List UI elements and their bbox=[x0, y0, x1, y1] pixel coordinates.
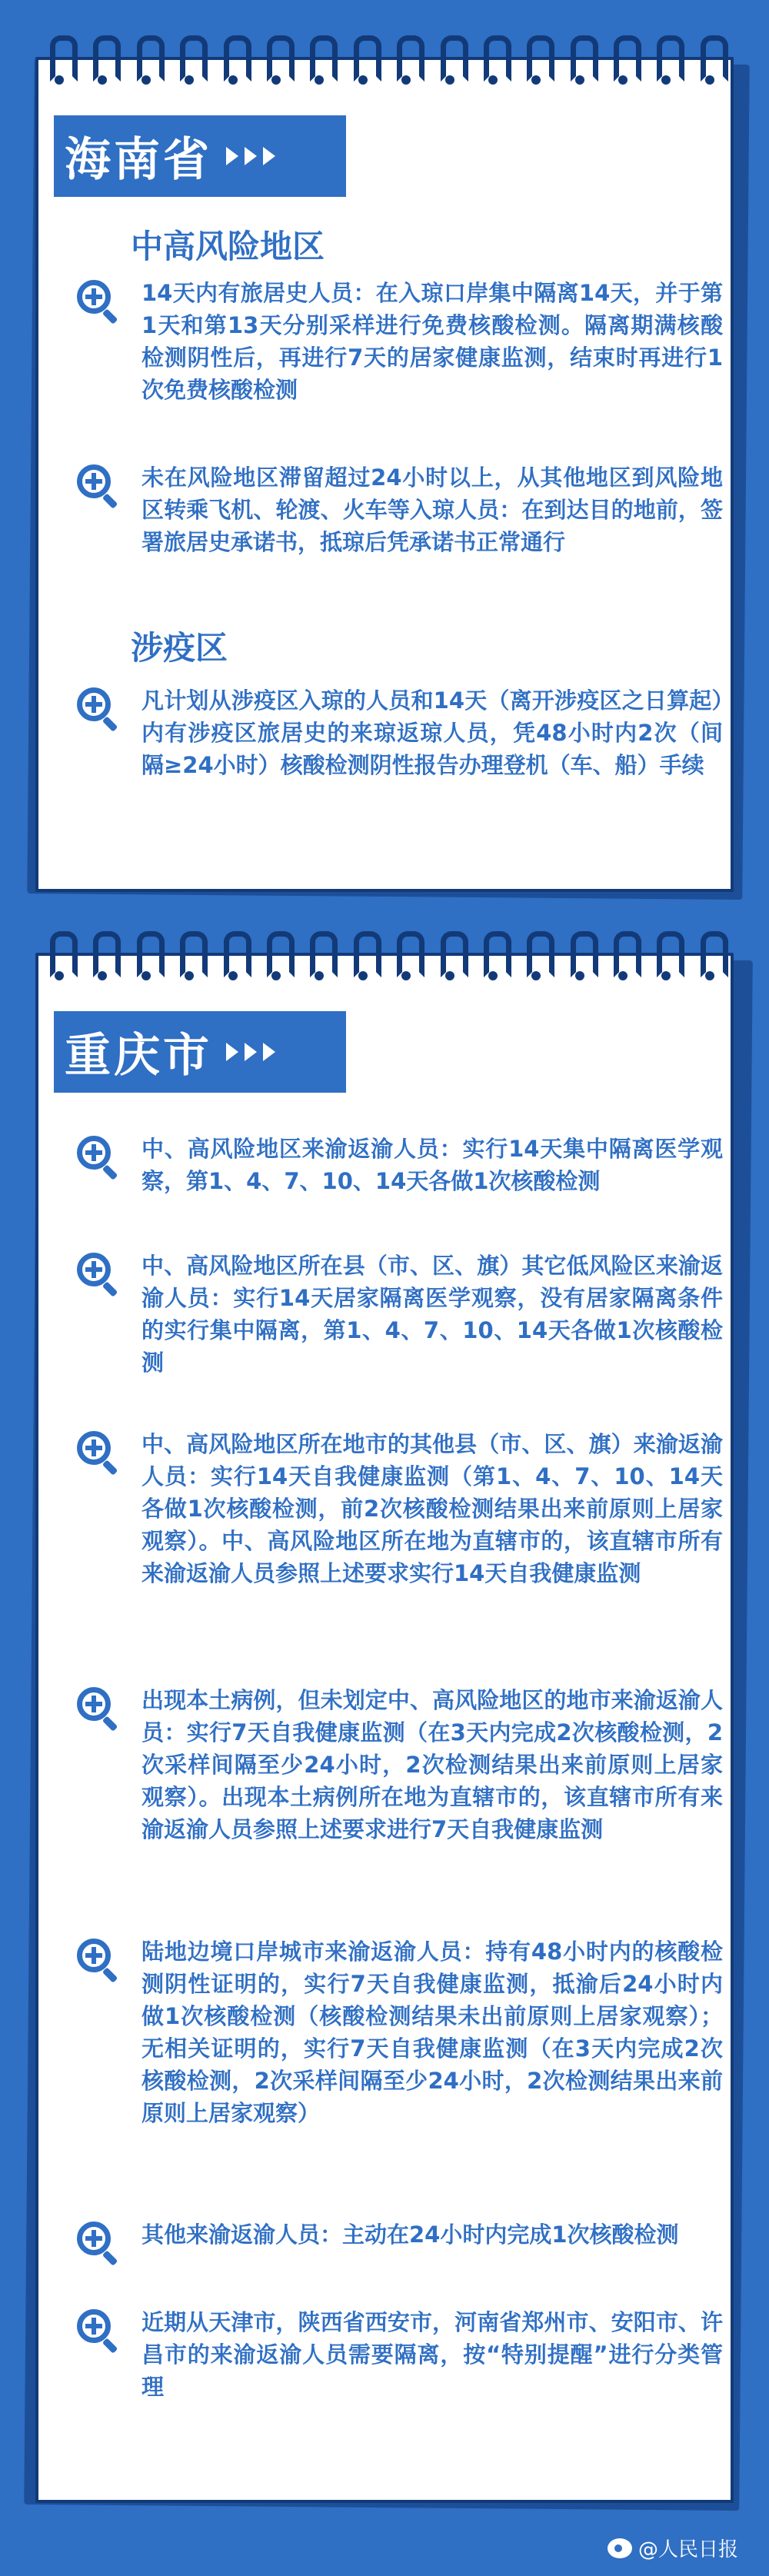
hainan-card bbox=[0, 31, 769, 892]
ring-icon bbox=[133, 927, 159, 987]
ring-icon bbox=[263, 31, 289, 91]
ring-icon bbox=[567, 927, 593, 987]
ring-icon bbox=[523, 927, 549, 987]
ring-icon bbox=[523, 31, 549, 91]
chongqing-card bbox=[0, 927, 769, 2503]
zoom-in-icon bbox=[75, 686, 120, 731]
list-item bbox=[75, 461, 723, 558]
ring-icon bbox=[653, 927, 679, 987]
section-title: 重庆市 bbox=[65, 1029, 212, 1083]
arrows-icon bbox=[226, 147, 281, 165]
ring-icon bbox=[437, 31, 463, 91]
ring-icon bbox=[610, 927, 636, 987]
ring-icon bbox=[480, 927, 506, 987]
section-title: 海南省 bbox=[65, 133, 212, 187]
zoom-in-icon bbox=[75, 1937, 120, 1982]
source-credit bbox=[608, 2534, 738, 2562]
list-item bbox=[75, 277, 723, 406]
ring-icon bbox=[263, 927, 289, 987]
zoom-in-icon bbox=[75, 2220, 120, 2265]
ring-icon bbox=[133, 31, 159, 91]
zoom-in-icon bbox=[75, 278, 120, 323]
zoom-in-icon bbox=[75, 1251, 120, 1296]
list-item bbox=[75, 1133, 723, 1197]
list-item bbox=[75, 1935, 723, 2129]
item-text: 中、高风险地区所在地市的其他县（市、区、旗）来渝返渝人员：实行14天自我健康监测（第1、4、7、10、14天各做1次核酸检测，前2次核酸检测结果出来前原则上居家观察）。中、高风险地区所在地为直辖市的，该直辖市所有来渝返渝人员参照上述要求实行14天自我健康监测 bbox=[141, 1431, 723, 1586]
ring-icon bbox=[610, 31, 636, 91]
zoom-in-icon bbox=[75, 1686, 120, 1730]
ring-icon bbox=[220, 927, 246, 987]
zoom-in-icon bbox=[75, 463, 120, 508]
ring-icon bbox=[567, 31, 593, 91]
ring-icon bbox=[697, 31, 723, 91]
item-text: 未在风险地区滞留超过24小时以上，从其他地区到风险地区转乘飞机、轮渡、火车等入琼人员：在到达目的地前，签署旅居史承诺书，抵琼后凭承诺书正常通行 bbox=[141, 464, 723, 555]
list-item bbox=[75, 1250, 723, 1379]
binder-rings bbox=[46, 31, 723, 92]
credit-text: @人民日报 bbox=[638, 2538, 738, 2561]
list-item bbox=[75, 2306, 723, 2403]
item-text: 中、高风险地区所在县（市、区、旗）其它低风险区来渝返渝人员：实行14天居家隔离医学观察，没有居家隔离条件的实行集中隔离，第1、4、7、10、14天各做1次核酸检测 bbox=[141, 1253, 723, 1376]
ring-icon bbox=[350, 927, 376, 987]
item-text: 其他来渝返渝人员：主动在24小时内完成1次核酸检测 bbox=[141, 2222, 679, 2248]
list-item bbox=[75, 1428, 723, 1589]
ring-icon bbox=[350, 31, 376, 91]
ring-icon bbox=[176, 31, 202, 91]
weibo-icon bbox=[608, 2538, 632, 2558]
ring-icon bbox=[697, 927, 723, 987]
ring-icon bbox=[306, 927, 332, 987]
item-text: 凡计划从涉疫区入琼的人员和14天（离开涉疫区之日算起）内有涉疫区旅居史的来琼返琼人员，凭48小时内2次（间隔≥24小时）核酸检测阴性报告办理登机（车、船）手续 bbox=[141, 687, 723, 778]
section-banner bbox=[54, 1011, 346, 1093]
item-text: 陆地边境口岸城市来渝返渝人员：持有48小时内的核酸检测阴性证明的，实行7天自我健康监测，抵渝后24小时内做1次核酸检测（核酸检测结果未出前原则上居家观察）；无相关证明的，实行7天自我健康监测（在3天内完成2次核酸检测，2次采样间隔至少24小时，2次检测结果出来前原则上居家观察） bbox=[141, 1939, 723, 2126]
ring-icon bbox=[393, 927, 419, 987]
subheading: 中高风险地区 bbox=[131, 228, 325, 265]
ring-icon bbox=[176, 927, 202, 987]
section-banner bbox=[54, 115, 346, 197]
ring-icon bbox=[220, 31, 246, 91]
ring-icon bbox=[46, 31, 72, 91]
ring-icon bbox=[89, 31, 115, 91]
ring-icon bbox=[306, 31, 332, 91]
list-item bbox=[75, 1684, 723, 1845]
ring-icon bbox=[437, 927, 463, 987]
ring-icon bbox=[653, 31, 679, 91]
zoom-in-icon bbox=[75, 2308, 120, 2352]
list-item bbox=[75, 684, 723, 781]
zoom-in-icon bbox=[75, 1429, 120, 1474]
list-item bbox=[75, 2218, 723, 2265]
zoom-in-icon bbox=[75, 1134, 120, 1179]
ring-icon bbox=[393, 31, 419, 91]
item-text: 近期从天津市，陕西省西安市，河南省郑州市、安阳市、许昌市的来渝返渝人员需要隔离，按“特别提醒”进行分类管理 bbox=[141, 2309, 723, 2400]
binder-rings bbox=[46, 927, 723, 988]
ring-icon bbox=[480, 31, 506, 91]
subheading: 涉疫区 bbox=[131, 629, 228, 667]
arrows-icon bbox=[226, 1043, 281, 1061]
ring-icon bbox=[46, 927, 72, 987]
item-text: 中、高风险地区来渝返渝人员：实行14天集中隔离医学观察，第1、4、7、10、14天各做1次核酸检测 bbox=[141, 1136, 723, 1194]
item-text: 出现本土病例，但未划定中、高风险地区的地市来渝返渝人员：实行7天自我健康监测（在3天内完成2次核酸检测，2次采样间隔至少24小时，2次检测结果出来前原则上居家观察）。出现本土病例所在地为直辖市的，该直辖市所有来渝返渝人员参照上述要求进行7天自我健康监测 bbox=[141, 1687, 723, 1842]
item-text: 14天内有旅居史人员：在入琼口岸集中隔离14天，并于第1天和第13天分别采样进行免费核酸检测。隔离期满核酸检测阴性后，再进行7天的居家健康监测，结束时再进行1次免费核酸检测 bbox=[141, 280, 723, 403]
ring-icon bbox=[89, 927, 115, 987]
